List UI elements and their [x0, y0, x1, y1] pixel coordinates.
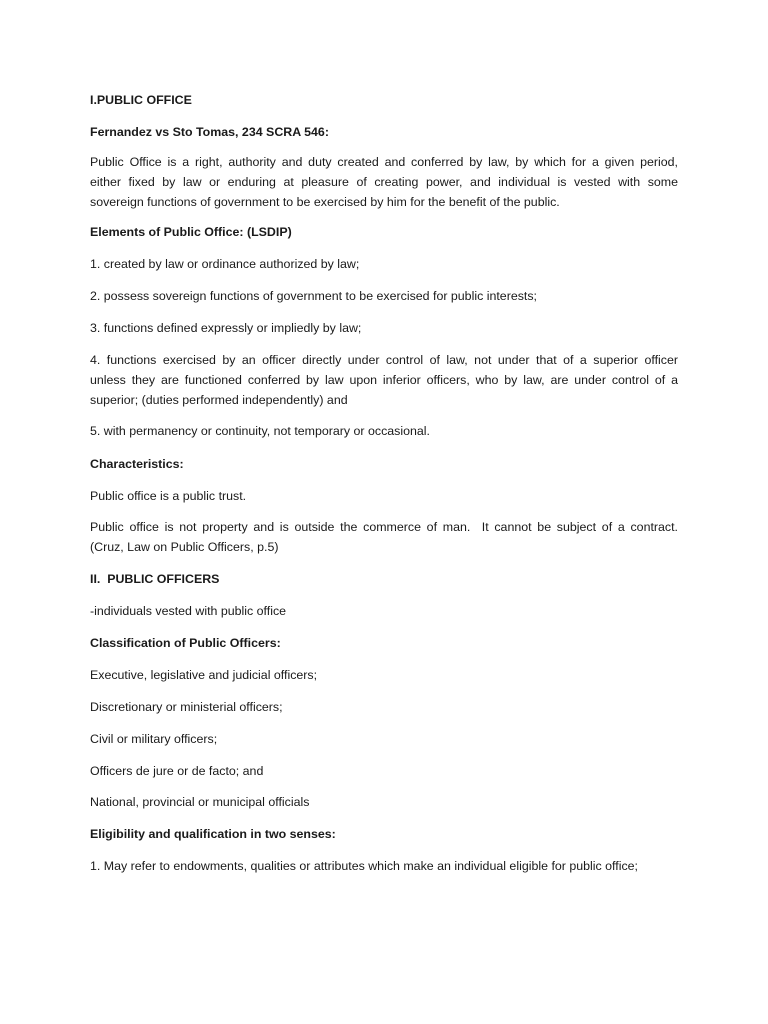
characteristic-property: [90, 517, 678, 557]
characteristics-heading: Characteristics:: [90, 457, 184, 471]
heading-public-office: I.PUBLIC OFFICE: [90, 93, 192, 107]
characteristic-trust: Public office is a public trust.: [90, 489, 247, 503]
definition-line: sovereign functions of government to be exercised by him for the benefit of the public.: [90, 195, 560, 209]
classification-item: Executive, legislative and judicial officers;: [90, 668, 318, 682]
element-item-4: [90, 350, 678, 410]
officers-definition: -individuals vested with public office: [90, 604, 287, 618]
element-item-4-line: unless they are functioned conferred by law upon inferior officers, who by law, are under control of a: [90, 373, 678, 387]
element-item-5: 5. with permanency or continuity, not temporary or occasional.: [90, 424, 430, 438]
elements-heading: Elements of Public Office: (LSDIP): [90, 225, 292, 239]
definition-line: either fixed by law or enduring at pleasure of creating power, and individual is vested with some: [90, 175, 678, 189]
element-item-4-line: superior; (duties performed independently) and: [90, 393, 348, 407]
definition-line: Public Office is a right, authority and duty created and conferred by law, by which for a given period,: [90, 155, 678, 169]
eligibility-item-1: 1. May refer to endowments, qualities or attributes which make an individual eligible for public office;: [90, 859, 638, 873]
eligibility-heading: Eligibility and qualification in two senses:: [90, 827, 336, 841]
element-item-1: 1. created by law or ordinance authorized by law;: [90, 257, 360, 271]
classification-item: Officers de jure or de facto; and: [90, 764, 264, 778]
element-item-3: 3. functions defined expressly or impliedly by law;: [90, 321, 362, 335]
public-office-definition: [90, 152, 678, 212]
classification-heading: Classification of Public Officers:: [90, 636, 281, 650]
element-item-4-line: 4. functions exercised by an officer directly under control of law, not under that of a superior officer: [90, 353, 678, 367]
characteristic-property-line: (Cruz, Law on Public Officers, p.5): [90, 540, 279, 554]
classification-item: National, provincial or municipal officials: [90, 795, 310, 809]
classification-item: Civil or military officers;: [90, 732, 218, 746]
heading-public-officers: II. PUBLIC OFFICERS: [90, 572, 220, 586]
document-page: [90, 0, 678, 1024]
classification-item: Discretionary or ministerial officers;: [90, 700, 283, 714]
case-citation: Fernandez vs Sto Tomas, 234 SCRA 546:: [90, 125, 329, 139]
element-item-2: 2. possess sovereign functions of government to be exercised for public interests;: [90, 289, 537, 303]
characteristic-property-line: Public office is not property and is outside the commerce of man. It cannot be subject of a contract.: [90, 520, 678, 534]
